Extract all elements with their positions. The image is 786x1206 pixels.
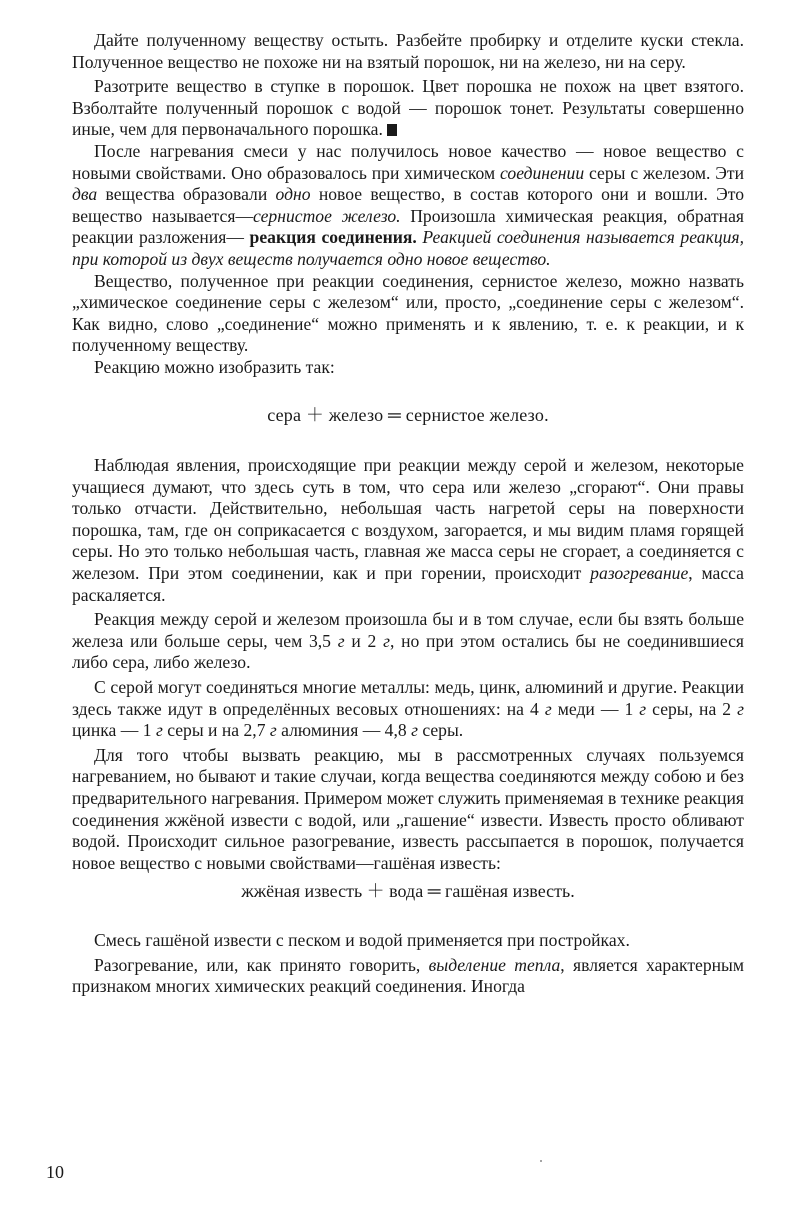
italic-run: разогревание xyxy=(590,563,689,584)
paragraph-2-text: Разотрите вещество в ступке в порошок. Цвет порошка не похож на цвет взятого. Взболтайте полученный порошок с водой — порошок тонет. Результаты совершенно иные, чем для первоначального порошка. xyxy=(72,76,744,140)
italic-run: сернистое железо. xyxy=(253,205,401,226)
unit-italic: г xyxy=(737,698,744,719)
text-run: серы, на 2 xyxy=(646,698,738,719)
text-run: Разогревание, или, как принято говорить, xyxy=(94,954,429,975)
text-run: Произошла химическая реакция, обратная реакции разложения— xyxy=(72,205,744,248)
paragraph-1: Дайте полученному веществу остыть. Разбейте пробирку и отделите куски стекла. Полученное вещество не похоже ни на взятый порошок, ни на железо, ни на серу. xyxy=(72,30,744,72)
paragraph-5: Реакцию можно изобразить так: xyxy=(94,356,335,377)
text-run: , но при этом остались бы не соединившиеся либо сера, либо железо. xyxy=(72,630,744,673)
text-run: , масса раскаляется. xyxy=(72,563,744,605)
text-run: серы. xyxy=(417,720,464,741)
text-run: цинка — 1 xyxy=(72,720,156,741)
section-end-square-icon xyxy=(387,124,397,136)
text-run: вещества образовали xyxy=(97,184,276,205)
paragraph-2 xyxy=(72,76,744,141)
unit-italic: г xyxy=(544,698,552,719)
text-run: , является характерным признаком многих химических реакций соединения. Иногда xyxy=(72,954,744,997)
text-run: Реакция между серой и железом произошла бы и в том случае, если бы взять больше железа или больше серы, чем 3,5 xyxy=(72,609,744,651)
page-number: 10 xyxy=(46,1162,64,1182)
formula-sulfur-iron: сера ＋ железо ═ сернистое железо. xyxy=(267,404,549,425)
italic-run: два xyxy=(72,184,98,205)
text-run: После нагревания смеси у нас получилось новое качество — новое вещество с новыми свойствами. Оно образовалось при химическом xyxy=(72,140,744,183)
text-run: меди — 1 xyxy=(551,698,640,719)
text-run: серы с железом. Эти xyxy=(584,162,744,183)
paragraph-10: Смесь гашёной извести с песком и водой применяется при постройках. xyxy=(94,929,630,950)
italic-run: выделение тепла xyxy=(428,954,561,975)
page-body xyxy=(72,30,744,998)
paragraph-9: Для того чтобы вызвать реакцию, мы в рассмотренных случаях пользуемся нагреванием, но бывают и такие случаи, когда вещества соединяются между собою и без предварительного нагревания. Примером может служить применяемая в технике реакция соединения жжёной извести с водой, или „гашение“ извести. Известь просто обливают водой. Происходит сильное разогревание, известь рассыпается в порошок, получается новое вещество с новыми свойствами—гашёная известь: xyxy=(72,744,744,873)
text-run: новое вещество, в состав которого они и вошли. Это вещество называется— xyxy=(72,184,744,226)
italic-run: одно xyxy=(275,184,311,205)
italic-run: соединении xyxy=(500,162,585,183)
paragraph-6 xyxy=(72,455,744,606)
unit-italic: г xyxy=(337,630,345,651)
text-run: алюминия — 4,8 xyxy=(276,720,412,741)
unit-italic: г xyxy=(269,720,277,741)
unit-italic: г xyxy=(411,720,418,741)
text-run: серы и на 2,7 xyxy=(162,720,270,741)
text-run: Наблюдая явления, происходящие при реакции между серой и железом, некоторые учащиеся думают, что здесь суть в том, что сера или железо „сгорают“. Они правы только отчасти. Действительно, небольшая часть нагретой серы на поверхности порошка, там, где он соприкасается с воздухом, загорается, и мы видим пламя горящей серы. Но это только небольшая часть, главная же масса серы не сгорает, а соединяется с железом. При этом соединении, как и при горении, происходит xyxy=(72,455,744,584)
paragraph-4: Вещество, полученное при реакции соединения, сернистое железо, можно назвать „химическое соединение серы с железом“ или, просто, „соединение серы с железом“. Как видно, слово „соединение“ можно применять и к явлению, т. е. к реакции, и к полученному веществу. xyxy=(72,270,744,356)
paragraph-3 xyxy=(72,141,744,271)
text-run: и 2 xyxy=(344,630,384,651)
unit-italic: г xyxy=(155,720,163,741)
paragraph-11 xyxy=(72,955,744,998)
print-speck xyxy=(540,1160,542,1162)
unit-italic: г xyxy=(383,630,390,651)
bold-term: реакция соединения. xyxy=(249,227,417,248)
paragraph-8 xyxy=(72,677,744,742)
formula-lime-slaking: жжёная известь ＋ вода ═ гашёная известь. xyxy=(241,881,575,902)
text-run: С серой могут соединяться многие металлы: медь, цинк, алюминий и другие. Реакции здесь также идут в определённых весовых отношениях: на 4 xyxy=(72,677,744,719)
definition-italic: Реакцией соединения называется реакция, при которой из двух веществ получается одно новое вещество. xyxy=(72,227,745,269)
paragraph-7 xyxy=(72,609,744,674)
unit-italic: г xyxy=(639,698,647,719)
